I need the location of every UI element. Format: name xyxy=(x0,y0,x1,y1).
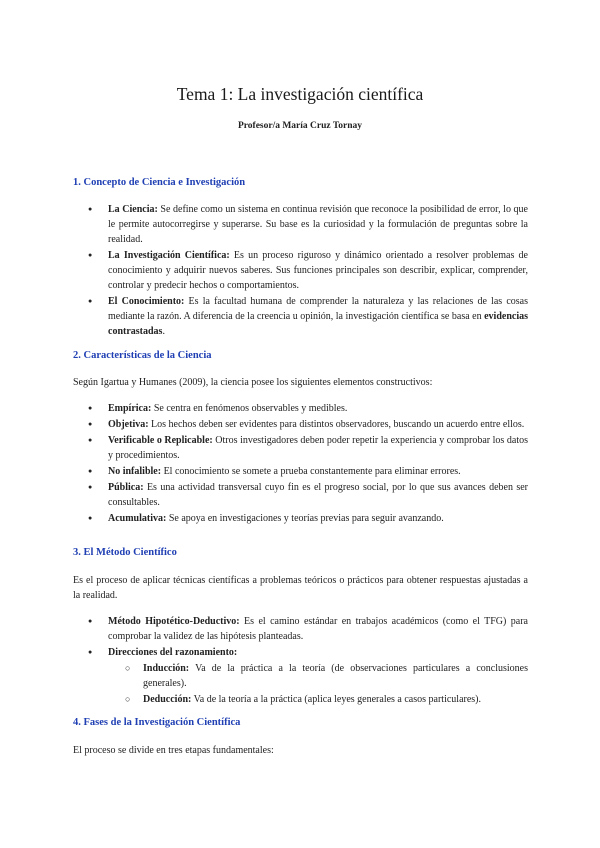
item-term: La Ciencia: xyxy=(108,204,158,215)
item-text: Es la facultad humana de comprender la naturaleza y las relaciones de las cosas mediante la razón. A diferencia de la creencia u opinión, la investigación científica se basa en xyxy=(108,296,528,322)
section-2-intro: Según Igartua y Humanes (2009), la ciencia posee los siguientes elementos constructivos: xyxy=(73,377,433,388)
list-item xyxy=(73,480,528,510)
item-term: No infalible: xyxy=(108,466,162,477)
list-item xyxy=(73,417,528,432)
item-text: El conocimiento se somete a prueba constantemente para eliminar errores. xyxy=(161,466,461,477)
list-item xyxy=(73,645,528,707)
item-text: Se apoya en investigaciones y teorías previas para seguir avanzando. xyxy=(166,513,444,524)
item-term: Acumulativa: xyxy=(108,513,167,524)
item-text: Es el camino estándar en trabajos académicos (como el TFG) para comprobar la validez de las hipótesis planteadas. xyxy=(108,616,528,642)
item-term: La Investigación Científica: xyxy=(108,250,230,261)
item-term: Empírica: xyxy=(108,403,152,414)
item-text: Se define como un sistema en continua revisión que reconoce la posibilidad de error, lo que le permite autocorregirse y superarse. Su base es la curiosidad y la formulación de preguntas sobre la realidad. xyxy=(108,204,528,245)
item-text: Otros investigadores deben poder repetir la experiencia y comprobar los datos y procedimientos. xyxy=(108,435,528,461)
item-term: Direcciones del razonamiento: xyxy=(108,647,238,658)
section-heading-3: 3. El Método Científico xyxy=(73,547,177,558)
item-term: Inducción: xyxy=(143,663,190,674)
section-heading-4: 4. Fases de la Investigación Científica xyxy=(73,717,241,728)
item-term: Objetiva: xyxy=(108,419,149,430)
item-text: Va de la práctica a la teoría (de observaciones particulares a conclusiones generales). xyxy=(143,663,528,689)
list-item xyxy=(73,511,528,526)
item-tail: . xyxy=(162,326,165,337)
item-term: Verificable o Replicable: xyxy=(108,435,213,446)
item-term: Deducción: xyxy=(143,694,192,705)
section-3-list xyxy=(73,614,528,708)
sublist-item xyxy=(108,661,528,691)
document-author: Profesor/a María Cruz Tornay xyxy=(237,121,363,131)
item-term: El Conocimiento: xyxy=(108,296,185,307)
list-item xyxy=(73,614,528,644)
sublist-item xyxy=(108,692,528,707)
list-item xyxy=(73,202,528,247)
section-heading-1: 1. Concepto de Ciencia e Investigación xyxy=(73,177,246,188)
reasoning-sublist xyxy=(108,661,528,707)
list-item xyxy=(73,433,528,463)
section-heading-2: 2. Características de la Ciencia xyxy=(73,350,212,361)
section-2-list xyxy=(73,401,528,527)
item-text: Se centra en fenómenos observables y medibles. xyxy=(151,403,348,414)
section-4-intro: El proceso se divide en tres etapas fundamentales: xyxy=(73,745,274,756)
item-text: Va de la teoría a la práctica (aplica leyes generales a casos particulares). xyxy=(191,694,482,705)
item-emphasis: evidencias contrastadas xyxy=(108,311,528,337)
section-3-intro: Es el proceso de aplicar técnicas científicas a problemas teóricos o prácticos para obtener respuestas ajustadas a la realidad. xyxy=(73,575,528,601)
item-text: Es un proceso riguroso y dinámico orientado a resolver problemas de conocimiento y adquirir nuevos saberes. Sus funciones principales son describir, explicar, comprender, controlar y predecir hechos o comportamientos. xyxy=(108,250,528,291)
list-item xyxy=(73,294,528,339)
item-text: Los hechos deben ser evidentes para distintos observadores, buscando un acuerdo entre ellos. xyxy=(148,419,525,430)
item-term: Método Hipotético-Deductivo: xyxy=(108,616,240,627)
list-item xyxy=(73,248,528,293)
item-term: Pública: xyxy=(108,482,144,493)
document-title: Tema 1: La investigación científica xyxy=(176,84,424,104)
list-item xyxy=(73,464,528,479)
item-text: Es una actividad transversal cuyo fin es el progreso social, por lo que sus avances deben ser consultables. xyxy=(108,482,528,508)
section-1-list xyxy=(73,202,528,340)
list-item xyxy=(73,401,528,416)
